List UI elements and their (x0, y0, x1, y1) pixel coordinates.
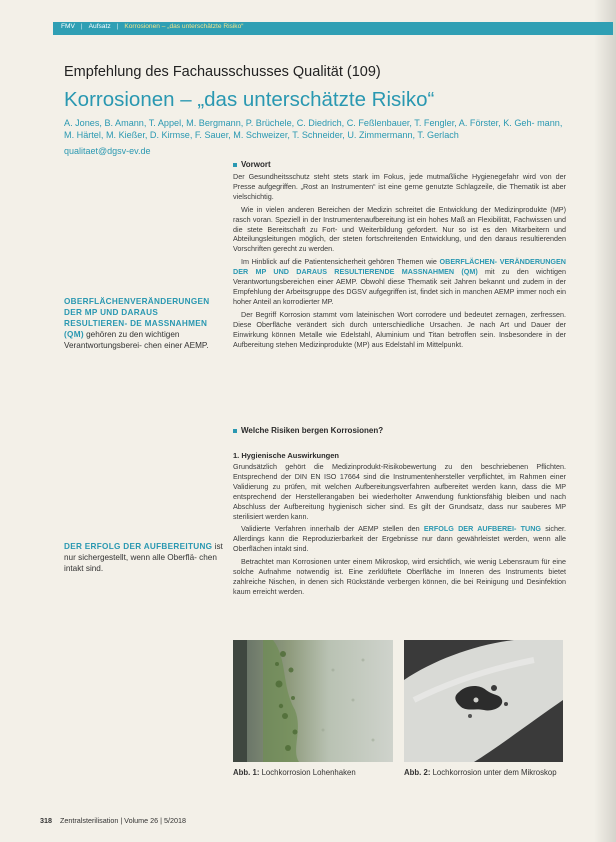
inline-highlight: ERFOLG DER AUFBEREI- TUNG (423, 524, 541, 534)
pullquote-2-highlight: DER ERFOLG DER AUFBEREITUNG (64, 542, 213, 551)
section-heading-risiken: Welche Risiken bergen Korrosionen? (233, 426, 383, 435)
breadcrumb-item-2: Aufsatz (88, 23, 111, 30)
paragraph: Grundsätzlich gehört die Medizinprodukt-Risikobewertung zu den beschriebenen Pflichten. Entsprechend der DIN EN ISO 17664 sind die Instrumentenhersteller verpflichtet, im Rahmen einer Validierung zu prüfen, mit welchen Aufbereitungsverfahren aufbereitet werden kann, dass die MP entsprechend der Herstellerangaben bei wiederholter Anwendung funktionsfähig bleiben und nach Abschluss der Aufbereitung hygienisch sicher sind. Es gilt der Grundsatz, dass nur sauberes MP sterilisiert werden kann. (233, 462, 566, 521)
pullquote-2 (64, 541, 224, 574)
section-heading-vorwort: Vorwort (233, 160, 271, 169)
pullquote-2-text: ist nur sichergestellt, wenn alle Oberflä- chen intakt sind. (64, 542, 223, 573)
breadcrumb (61, 23, 243, 30)
journal-info: Zentralsterilisation | Volume 26 | 5/2018 (60, 816, 186, 825)
paragraph: Im Hinblick auf die Patientensicherheit gehören Themen wie OBERFLÄCHEN- VERÄNDERUNGEN DER MP UND DARAUS RESULTIERENDE MASSNAHMEN (QM) mit zu den wichtigen Verantwortungsbereichen einer AEMP. Obwohl diese Thematik seit Jahren bekannt und zudem in der Empfehlung der Arbeitsgruppe des DGSV aufgegriffen ist, findet sich in manchen AEMP immer noch ein hoher Anteil an korrodierter MP. (233, 257, 567, 306)
breadcrumb-bar (53, 22, 613, 35)
article-kicker: Empfehlung des Fachausschusses Qualität (109) (64, 64, 381, 80)
figure-1-caption: Abb. 1: Lochkorrosion Lohenhaken (233, 768, 356, 777)
breadcrumb-item-3: Korrosionen – „das unterschätzte Risiko“ (124, 23, 244, 30)
section-bullet-icon (233, 163, 237, 167)
paragraph: Validierte Verfahren innerhalb der AEMP stellen den ERFOLG DER AUFBEREI- TUNG sicher. Allerdings kann die Reproduzierbarkeit der Ergebnisse nur dann gewährleistet werden, wenn alle Oberflächen intakt sind. (233, 524, 567, 554)
body-text-vorwort (233, 172, 566, 352)
paragraph: Betrachtet man Korrosionen unter einem Mikroskop, wird ersichtlich, wie wenig Lebensraum für eine solche Aufnahme notwendig ist. Eine zerklüftete Oberfläche im Inneren des Instruments bietet zahlreiche Nischen, in denen sich Rückstände verbergen können, die bei Reinigung und Desinfektion kaum erreicht werden. (233, 557, 566, 596)
author-list: A. Jones, B. Amann, T. Appel, M. Bergmann, P. Brüchele, C. Diedrich, C. Feßlenbauer, T. Fengler, A. Förster, K. Geh- mann, M. Härtel, M. Kießer, D. Kirmse, F. Sauer, M. Schweizer, T. Schneider, U. Zimmermann, T. Gerlach (64, 118, 563, 140)
paragraph: Der Begriff Korrosion stammt vom lateinischen Wort corrodere und bedeutet zernagen, zerfressen. Diese Oberfläche verändert sich durch unterschiedliche Ursachen. Je nach Art und Dauer der Einwirkung können Metalle wie Edelstahl, Aluminium und Titan betroffen sein. Insbesondere in der Aufbereitung stehen Medizinprodukte (MP) aus Edelstahl im Mittelpunkt. (233, 309, 566, 349)
body-text-risiken (233, 462, 566, 600)
paragraph: Der Gesundheitsschutz steht stets stark im Fokus, jede mutmaßliche Hygienegefahr wird von der Presse aufgegriffen. „Rost an Instrumenten“ ist eine gerne genutzte Schlagzeile, die Thematik ist aber vielschichtig. (233, 172, 566, 201)
page-number: 318 (40, 816, 52, 825)
paragraph: Wie in vielen anderen Bereichen der Medizin schreitet die Entwicklung der Medizinprodukte (MP) rasch voran. Speziell in der Instrumentenaufbereitung ist ein hohes Maß an Flexibilität, Fachwissen und die stete Bereitschaft zu Fort- und Weiterbildung gefordert. Nur so ist es den Mitarbeitern und Abteilungsleitungen möglich, der steten fortschreitenden Entwicklung, und den daraus resultierenden Vorschriften gerecht zu werden. (233, 204, 566, 254)
page-footer (40, 816, 186, 825)
inline-highlight: OBERFLÄCHEN- VERÄNDERUNGEN DER MP UND DARAUS RESULTIERENDE MASSNAHMEN (QM) (233, 257, 566, 277)
scan-edge-shadow (594, 0, 616, 842)
article-title: Korrosionen – „das unterschätzte Risiko“ (64, 88, 435, 111)
figure-2-caption: Abb. 2: Lochkorrosion unter dem Mikroskop (404, 768, 557, 777)
pullquote-1-text: gehören zu den wichtigen Verantwortungsberei- chen einer AEMP. (64, 330, 209, 350)
breadcrumb-separator: | (80, 23, 83, 30)
breadcrumb-separator: | (116, 23, 119, 30)
contact-email: qualitaet@dgsv-ev.de (64, 146, 151, 156)
pullquote-1-highlight: OBERFLÄCHENVERÄNDERUNGEN DER MP UND DARAUS RESULTIEREN- DE MASSNAHMEN (QM) (64, 297, 210, 339)
figure-2-image (404, 640, 563, 762)
breadcrumb-item-1: FMV (61, 23, 75, 30)
subheading-hygiene: 1. Hygienische Auswirkungen (233, 451, 339, 460)
pullquote-1 (64, 296, 224, 351)
figure-1-image (233, 640, 393, 762)
section-bullet-icon (233, 429, 237, 433)
